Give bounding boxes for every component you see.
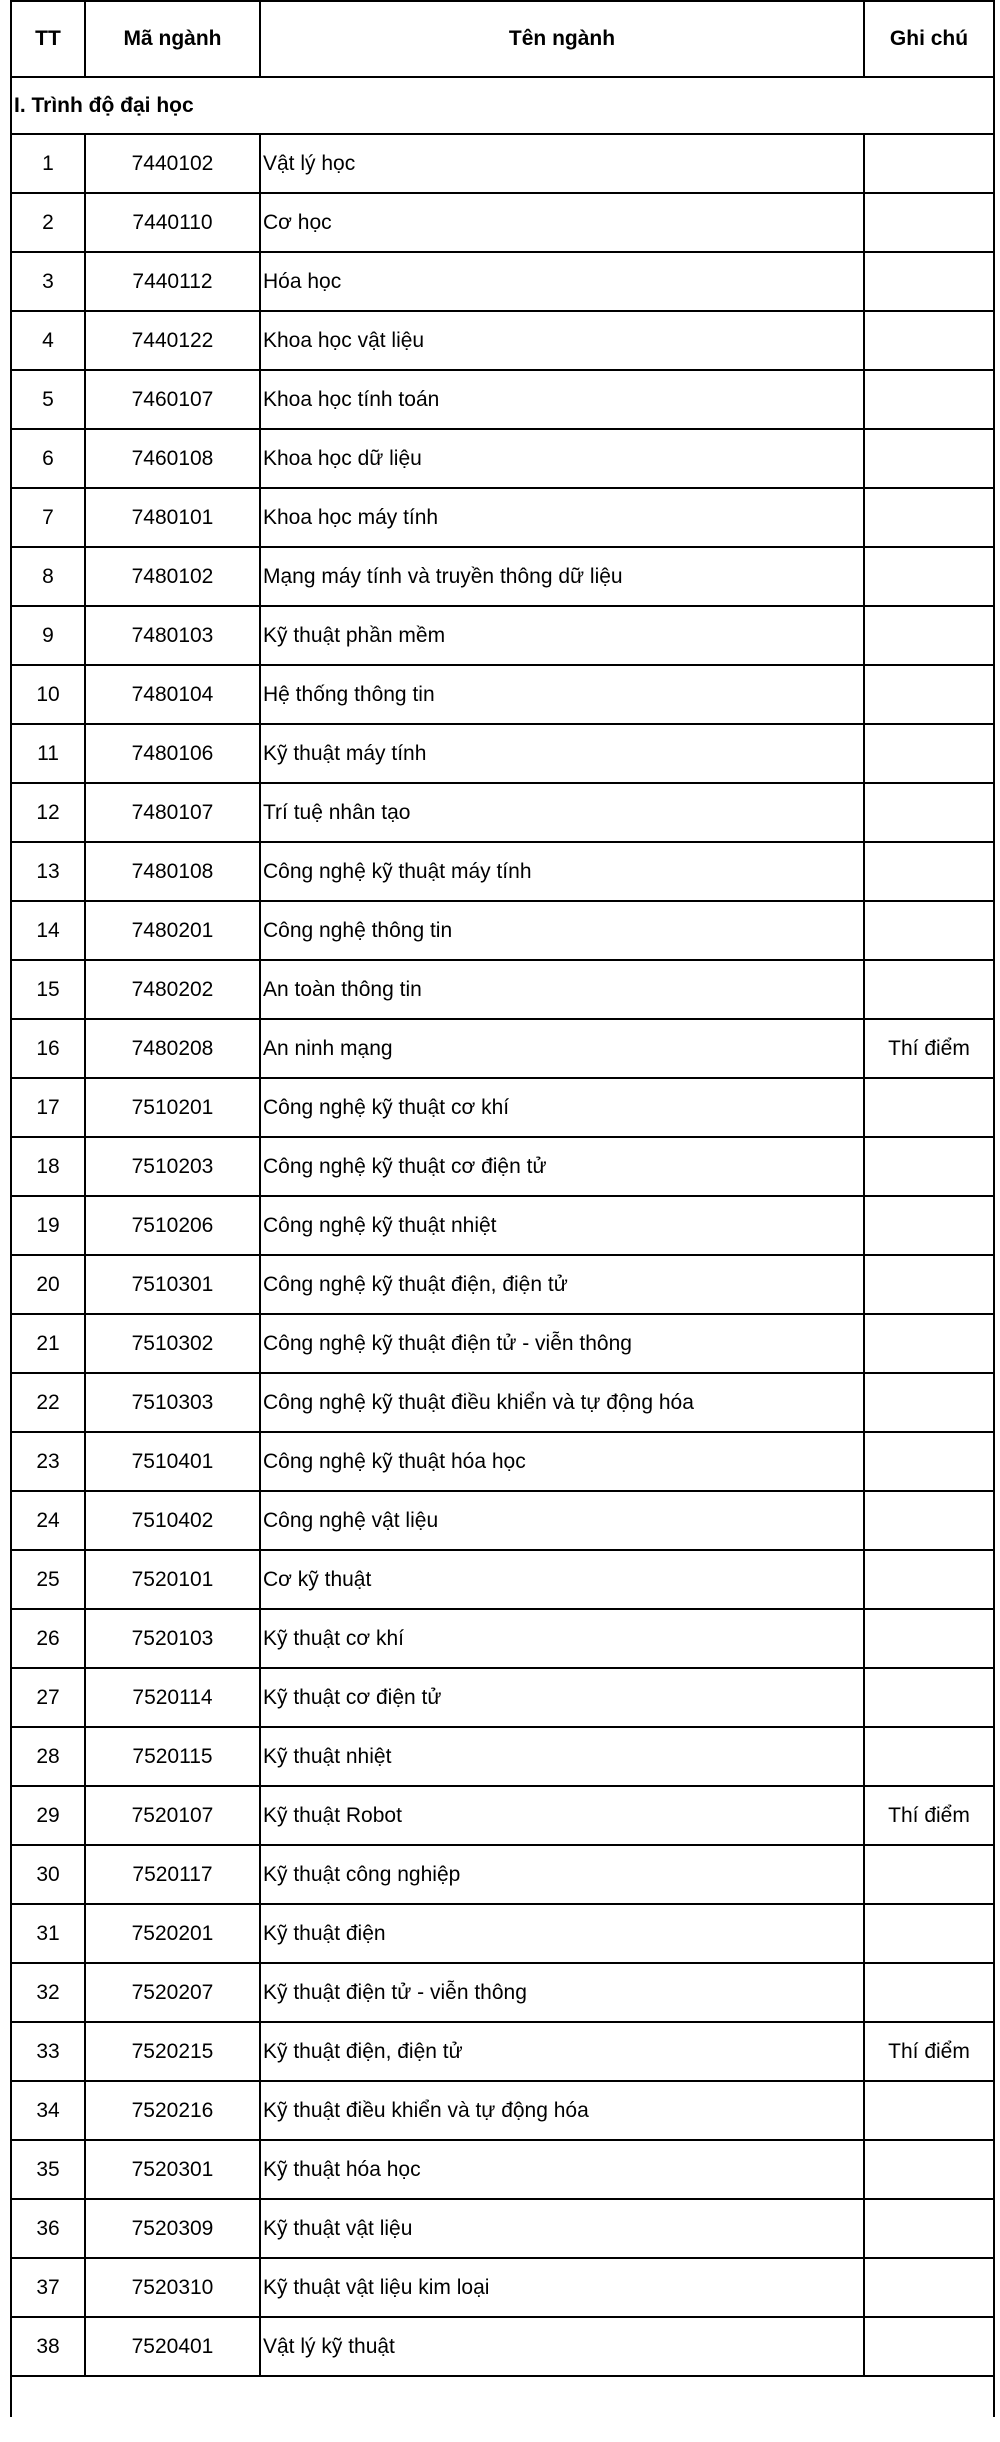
row-ten-nganh-cell: Kỹ thuật nhiệt (260, 1727, 864, 1786)
row-ma-nganh-cell: 7520309 (85, 2199, 260, 2258)
table-row (11, 1786, 994, 1845)
header-ten-nganh: Tên ngành (260, 1, 864, 77)
table-row (11, 1727, 994, 1786)
row-ten-nganh-cell: Kỹ thuật điện, điện tử (260, 2022, 864, 2081)
row-tt-cell: 23 (11, 1432, 85, 1491)
row-tt-cell: 18 (11, 1137, 85, 1196)
table-row (11, 960, 994, 1019)
row-ghi-chu-cell (864, 724, 994, 783)
row-ma-nganh-cell: 7520216 (85, 2081, 260, 2140)
table-row (11, 606, 994, 665)
table-row (11, 547, 994, 606)
row-tt-cell: 12 (11, 783, 85, 842)
table-row (11, 429, 994, 488)
row-ten-nganh-cell: Công nghệ kỹ thuật điện, điện tử (260, 1255, 864, 1314)
row-ten-nganh-cell: An ninh mạng (260, 1019, 864, 1078)
row-tt-cell: 29 (11, 1786, 85, 1845)
row-ma-nganh-cell: 7510302 (85, 1314, 260, 1373)
table-row (11, 1491, 994, 1550)
row-ma-nganh-cell: 7480202 (85, 960, 260, 1019)
row-ghi-chu-cell: Thí điểm (864, 1019, 994, 1078)
row-tt-cell: 34 (11, 2081, 85, 2140)
row-ma-nganh-cell: 7480103 (85, 606, 260, 665)
row-tt-cell: 32 (11, 1963, 85, 2022)
row-tt-cell: 36 (11, 2199, 85, 2258)
row-ma-nganh-cell: 7520201 (85, 1904, 260, 1963)
table-row (11, 901, 994, 960)
table-row (11, 311, 994, 370)
table-row (11, 842, 994, 901)
row-ghi-chu-cell (864, 2140, 994, 2199)
header-ghi-chu: Ghi chú (864, 1, 994, 77)
row-ma-nganh-cell: 7510303 (85, 1373, 260, 1432)
row-ghi-chu-cell (864, 2317, 994, 2376)
table-row (11, 1550, 994, 1609)
row-tt-cell: 13 (11, 842, 85, 901)
table-row (11, 1904, 994, 1963)
row-ma-nganh-cell: 7440102 (85, 134, 260, 193)
row-ma-nganh-cell: 7510401 (85, 1432, 260, 1491)
row-tt-cell: 10 (11, 665, 85, 724)
row-tt-cell: 7 (11, 488, 85, 547)
row-ghi-chu-cell (864, 1314, 994, 1373)
table-row (11, 1668, 994, 1727)
table-row (11, 1019, 994, 1078)
table-row (11, 2140, 994, 2199)
row-ma-nganh-cell: 7520117 (85, 1845, 260, 1904)
row-ten-nganh-cell: Vật lý kỹ thuật (260, 2317, 864, 2376)
row-ma-nganh-cell: 7480101 (85, 488, 260, 547)
continuation-cell (11, 2376, 994, 2417)
row-tt-cell: 35 (11, 2140, 85, 2199)
row-ghi-chu-cell (864, 783, 994, 842)
row-ma-nganh-cell: 7510402 (85, 1491, 260, 1550)
row-ma-nganh-cell: 7480208 (85, 1019, 260, 1078)
section-row (11, 77, 994, 134)
row-ghi-chu-cell (864, 1963, 994, 2022)
table-row (11, 724, 994, 783)
table-row (11, 2081, 994, 2140)
row-ma-nganh-cell: 7440112 (85, 252, 260, 311)
row-ma-nganh-cell: 7520310 (85, 2258, 260, 2317)
row-tt-cell: 25 (11, 1550, 85, 1609)
row-ma-nganh-cell: 7510301 (85, 1255, 260, 1314)
table-body (11, 77, 994, 2417)
table-row (11, 1314, 994, 1373)
row-ghi-chu-cell (864, 960, 994, 1019)
row-ten-nganh-cell: Kỹ thuật Robot (260, 1786, 864, 1845)
table-row (11, 2199, 994, 2258)
row-ten-nganh-cell: Vật lý học (260, 134, 864, 193)
row-tt-cell: 31 (11, 1904, 85, 1963)
row-ten-nganh-cell: Kỹ thuật điện tử - viễn thông (260, 1963, 864, 2022)
table-row (11, 2258, 994, 2317)
row-ten-nganh-cell: Công nghệ kỹ thuật hóa học (260, 1432, 864, 1491)
row-ten-nganh-cell: Cơ học (260, 193, 864, 252)
table-header-row (11, 1, 994, 77)
row-ghi-chu-cell (864, 842, 994, 901)
row-ten-nganh-cell: Mạng máy tính và truyền thông dữ liệu (260, 547, 864, 606)
row-ma-nganh-cell: 7480201 (85, 901, 260, 960)
row-ghi-chu-cell (864, 1845, 994, 1904)
row-tt-cell: 33 (11, 2022, 85, 2081)
row-ghi-chu-cell (864, 2258, 994, 2317)
row-ghi-chu-cell (864, 429, 994, 488)
row-ma-nganh-cell: 7510203 (85, 1137, 260, 1196)
row-ma-nganh-cell: 7510206 (85, 1196, 260, 1255)
row-ten-nganh-cell: Kỹ thuật điện (260, 1904, 864, 1963)
row-ten-nganh-cell: Công nghệ vật liệu (260, 1491, 864, 1550)
row-ma-nganh-cell: 7480108 (85, 842, 260, 901)
row-ten-nganh-cell: Công nghệ kỹ thuật nhiệt (260, 1196, 864, 1255)
row-ma-nganh-cell: 7510201 (85, 1078, 260, 1137)
row-ten-nganh-cell: Công nghệ kỹ thuật điện tử - viễn thông (260, 1314, 864, 1373)
row-tt-cell: 6 (11, 429, 85, 488)
row-ghi-chu-cell (864, 1609, 994, 1668)
row-ghi-chu-cell (864, 1078, 994, 1137)
row-ghi-chu-cell (864, 193, 994, 252)
row-tt-cell: 3 (11, 252, 85, 311)
row-ten-nganh-cell: Công nghệ kỹ thuật điều khiển và tự động hóa (260, 1373, 864, 1432)
row-tt-cell: 19 (11, 1196, 85, 1255)
row-tt-cell: 1 (11, 134, 85, 193)
row-ma-nganh-cell: 7520207 (85, 1963, 260, 2022)
row-tt-cell: 27 (11, 1668, 85, 1727)
row-ma-nganh-cell: 7480106 (85, 724, 260, 783)
row-ten-nganh-cell: Công nghệ thông tin (260, 901, 864, 960)
table-row (11, 1373, 994, 1432)
table-row (11, 1255, 994, 1314)
row-ghi-chu-cell (864, 1432, 994, 1491)
row-ten-nganh-cell: An toàn thông tin (260, 960, 864, 1019)
row-ma-nganh-cell: 7480107 (85, 783, 260, 842)
row-ghi-chu-cell (864, 1255, 994, 1314)
majors-table (10, 0, 995, 2417)
table-row (11, 488, 994, 547)
table-row (11, 783, 994, 842)
row-ghi-chu-cell (864, 1668, 994, 1727)
row-tt-cell: 4 (11, 311, 85, 370)
row-ten-nganh-cell: Kỹ thuật cơ khí (260, 1609, 864, 1668)
row-tt-cell: 28 (11, 1727, 85, 1786)
table-row (11, 665, 994, 724)
row-ten-nganh-cell: Khoa học máy tính (260, 488, 864, 547)
row-ghi-chu-cell (864, 1196, 994, 1255)
row-ghi-chu-cell (864, 1137, 994, 1196)
row-ghi-chu-cell (864, 134, 994, 193)
row-ten-nganh-cell: Công nghệ kỹ thuật cơ khí (260, 1078, 864, 1137)
table-continuation-row (11, 2376, 994, 2417)
row-ten-nganh-cell: Trí tuệ nhân tạo (260, 783, 864, 842)
table-row (11, 2022, 994, 2081)
row-ghi-chu-cell: Thí điểm (864, 1786, 994, 1845)
row-ten-nganh-cell: Kỹ thuật vật liệu (260, 2199, 864, 2258)
row-tt-cell: 21 (11, 1314, 85, 1373)
row-ma-nganh-cell: 7480102 (85, 547, 260, 606)
row-ghi-chu-cell (864, 1727, 994, 1786)
row-tt-cell: 22 (11, 1373, 85, 1432)
table-row (11, 370, 994, 429)
row-tt-cell: 38 (11, 2317, 85, 2376)
table-row (11, 1196, 994, 1255)
row-ma-nganh-cell: 7440122 (85, 311, 260, 370)
row-ma-nganh-cell: 7460108 (85, 429, 260, 488)
table-row (11, 193, 994, 252)
row-ghi-chu-cell: Thí điểm (864, 2022, 994, 2081)
row-ma-nganh-cell: 7520115 (85, 1727, 260, 1786)
row-tt-cell: 37 (11, 2258, 85, 2317)
row-tt-cell: 14 (11, 901, 85, 960)
table-row (11, 1609, 994, 1668)
row-ten-nganh-cell: Cơ kỹ thuật (260, 1550, 864, 1609)
table-row (11, 252, 994, 311)
table-row (11, 134, 994, 193)
row-ghi-chu-cell (864, 2199, 994, 2258)
row-ma-nganh-cell: 7520215 (85, 2022, 260, 2081)
row-ten-nganh-cell: Hệ thống thông tin (260, 665, 864, 724)
row-ten-nganh-cell: Kỹ thuật điều khiển và tự động hóa (260, 2081, 864, 2140)
table-row (11, 1845, 994, 1904)
row-ma-nganh-cell: 7520101 (85, 1550, 260, 1609)
row-ten-nganh-cell: Hóa học (260, 252, 864, 311)
row-ten-nganh-cell: Kỹ thuật hóa học (260, 2140, 864, 2199)
table-row (11, 1078, 994, 1137)
table-row (11, 1432, 994, 1491)
row-ghi-chu-cell (864, 1373, 994, 1432)
row-ghi-chu-cell (864, 901, 994, 960)
row-ghi-chu-cell (864, 665, 994, 724)
row-ghi-chu-cell (864, 547, 994, 606)
row-tt-cell: 20 (11, 1255, 85, 1314)
row-ma-nganh-cell: 7480104 (85, 665, 260, 724)
row-ten-nganh-cell: Kỹ thuật công nghiệp (260, 1845, 864, 1904)
row-ghi-chu-cell (864, 1491, 994, 1550)
row-tt-cell: 30 (11, 1845, 85, 1904)
row-ma-nganh-cell: 7440110 (85, 193, 260, 252)
section-title: I. Trình độ đại học (11, 77, 994, 134)
row-ma-nganh-cell: 7520107 (85, 1786, 260, 1845)
header-tt: TT (11, 1, 85, 77)
row-tt-cell: 5 (11, 370, 85, 429)
table-row (11, 2317, 994, 2376)
table-row (11, 1963, 994, 2022)
row-tt-cell: 9 (11, 606, 85, 665)
row-ghi-chu-cell (864, 1904, 994, 1963)
row-ten-nganh-cell: Khoa học tính toán (260, 370, 864, 429)
row-ghi-chu-cell (864, 311, 994, 370)
row-ma-nganh-cell: 7520103 (85, 1609, 260, 1668)
row-ten-nganh-cell: Kỹ thuật máy tính (260, 724, 864, 783)
row-ma-nganh-cell: 7520114 (85, 1668, 260, 1727)
row-ten-nganh-cell: Công nghệ kỹ thuật máy tính (260, 842, 864, 901)
row-tt-cell: 26 (11, 1609, 85, 1668)
row-ten-nganh-cell: Kỹ thuật cơ điện tử (260, 1668, 864, 1727)
row-ghi-chu-cell (864, 1550, 994, 1609)
row-tt-cell: 8 (11, 547, 85, 606)
row-tt-cell: 24 (11, 1491, 85, 1550)
row-ma-nganh-cell: 7520301 (85, 2140, 260, 2199)
row-ma-nganh-cell: 7520401 (85, 2317, 260, 2376)
header-ma-nganh: Mã ngành (85, 1, 260, 77)
row-tt-cell: 16 (11, 1019, 85, 1078)
row-ghi-chu-cell (864, 370, 994, 429)
row-tt-cell: 15 (11, 960, 85, 1019)
row-ghi-chu-cell (864, 488, 994, 547)
row-ten-nganh-cell: Kỹ thuật phần mềm (260, 606, 864, 665)
row-tt-cell: 17 (11, 1078, 85, 1137)
row-tt-cell: 2 (11, 193, 85, 252)
row-ten-nganh-cell: Kỹ thuật vật liệu kim loại (260, 2258, 864, 2317)
row-ten-nganh-cell: Công nghệ kỹ thuật cơ điện tử (260, 1137, 864, 1196)
row-ma-nganh-cell: 7460107 (85, 370, 260, 429)
row-ten-nganh-cell: Khoa học dữ liệu (260, 429, 864, 488)
table-row (11, 1137, 994, 1196)
row-tt-cell: 11 (11, 724, 85, 783)
row-ten-nganh-cell: Khoa học vật liệu (260, 311, 864, 370)
row-ghi-chu-cell (864, 252, 994, 311)
row-ghi-chu-cell (864, 2081, 994, 2140)
row-ghi-chu-cell (864, 606, 994, 665)
